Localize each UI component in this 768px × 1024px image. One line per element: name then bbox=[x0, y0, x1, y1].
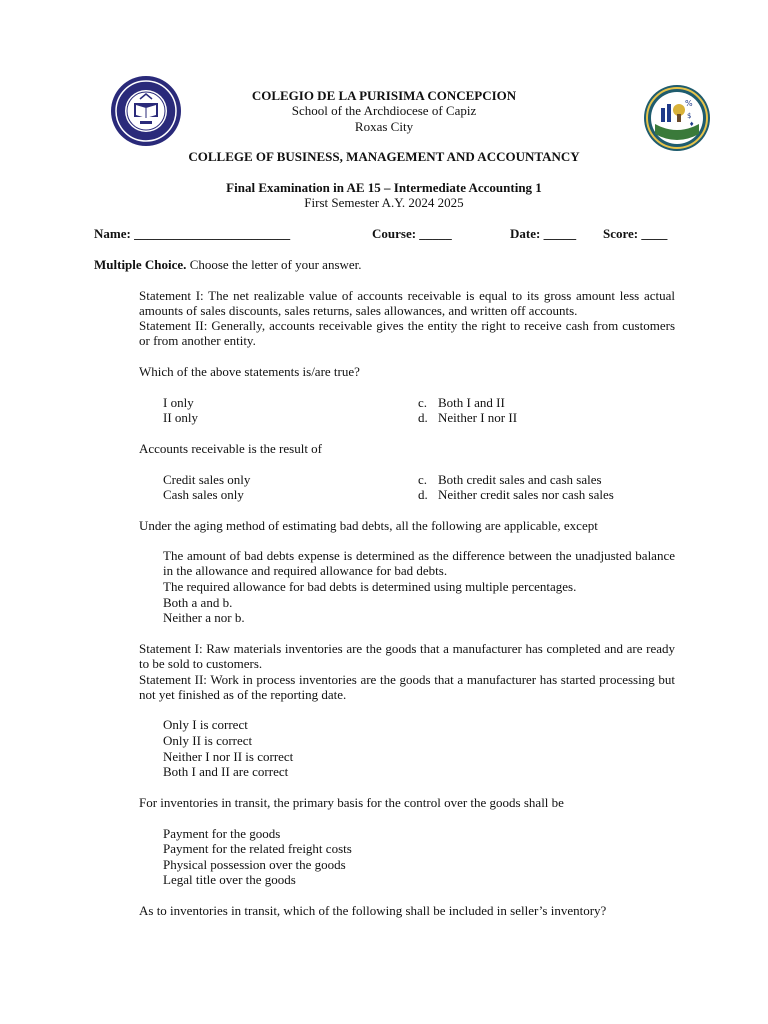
college-name: COLLEGE OF BUSINESS, MANAGEMENT AND ACCOUNTANCY bbox=[188, 149, 580, 164]
date-field[interactable]: Date: _____ bbox=[510, 226, 577, 241]
name-field[interactable]: Name: ________________________ bbox=[94, 226, 291, 241]
school-name: COLEGIO DE LA PURISIMA CONCEPCION bbox=[251, 88, 517, 103]
q3-option-b[interactable]: The required allowance for bad debts is determined using multiple percentages. bbox=[163, 579, 577, 594]
instructions-label: Multiple Choice. bbox=[94, 257, 187, 272]
q5-option-d[interactable]: Legal title over the goods bbox=[163, 872, 296, 887]
q1-question: Which of the above statements is/are true? bbox=[139, 364, 360, 379]
q2-option-c[interactable]: Both credit sales and cash sales bbox=[438, 472, 602, 487]
q4-option-c[interactable]: Neither I nor II is correct bbox=[163, 749, 294, 764]
score-field[interactable]: Score: ____ bbox=[603, 226, 668, 241]
school-city: Roxas City bbox=[354, 118, 414, 134]
instructions-text: Choose the letter of your answer. bbox=[186, 257, 362, 272]
q3-option-d[interactable]: Neither a nor b. bbox=[163, 610, 245, 625]
q1-option-c[interactable]: Both I and II bbox=[438, 395, 505, 410]
exam-title: Final Examination in AE 15 – Intermediate Accounting 1 bbox=[226, 180, 542, 195]
q5-option-c[interactable]: Physical possession over the goods bbox=[163, 857, 346, 872]
q4-statement-1: Statement I: Raw materials inventories are the goods that a manufacturer has completed and are ready to be sold to customers. bbox=[139, 641, 675, 672]
q2-option-b[interactable]: Cash sales only bbox=[163, 487, 244, 502]
q1-option-c-letter: c. bbox=[418, 395, 428, 410]
q5-option-b[interactable]: Payment for the related freight costs bbox=[163, 841, 352, 856]
instructions bbox=[94, 257, 362, 272]
q3-option-c[interactable]: Both a and b. bbox=[163, 595, 233, 610]
q4-option-d[interactable]: Both I and II are correct bbox=[163, 764, 289, 779]
q1-option-d[interactable]: Neither I nor II bbox=[438, 410, 518, 425]
q2-question: Accounts receivable is the result of bbox=[139, 441, 323, 456]
q4-option-b[interactable]: Only II is correct bbox=[163, 733, 253, 748]
svg-text:%: % bbox=[685, 99, 693, 108]
q3-option-a[interactable]: The amount of bad debts expense is determined as the difference between the unadjusted balance in the allowance and required allowance for bad debts. bbox=[163, 548, 675, 579]
school-header bbox=[0, 88, 768, 134]
exam-semester: First Semester A.Y. 2024 2025 bbox=[304, 195, 464, 211]
q6-question: As to inventories in transit, which of the following shall be included in seller’s inventory? bbox=[139, 903, 607, 918]
q1-option-d-letter: d. bbox=[418, 410, 428, 425]
q4-statement-2: Statement II: Work in process inventories are the goods that a manufacturer has started processing but not yet finished as of the reporting date. bbox=[139, 672, 675, 703]
q1-statement-2: Statement II: Generally, accounts receivable gives the entity the right to receive cash from customers or from another entity. bbox=[139, 318, 675, 349]
q1-option-a[interactable]: I only bbox=[163, 395, 194, 410]
q2-option-c-letter: c. bbox=[418, 472, 428, 487]
svg-text:$: $ bbox=[687, 112, 692, 120]
q3-question: Under the aging method of estimating bad debts, all the following are applicable, except bbox=[139, 518, 598, 533]
course-field[interactable]: Course: _____ bbox=[372, 226, 452, 241]
q5-option-a[interactable]: Payment for the goods bbox=[163, 826, 281, 841]
q5-question: For inventories in transit, the primary basis for the control over the goods shall be bbox=[139, 795, 564, 810]
q2-option-d-letter: d. bbox=[418, 487, 428, 502]
q2-option-a[interactable]: Credit sales only bbox=[163, 472, 251, 487]
q1-option-b[interactable]: II only bbox=[163, 410, 199, 425]
q4-option-a[interactable]: Only I is correct bbox=[163, 717, 248, 732]
exam-header bbox=[0, 180, 768, 211]
q2-option-d[interactable]: Neither credit sales nor cash sales bbox=[438, 487, 614, 502]
q1-statement-1: Statement I: The net realizable value of accounts receivable is equal to its gross amount less actual amounts of sales discounts, sales returns, sales allowances, and written off accounts. bbox=[139, 288, 675, 319]
svg-text:♦: ♦ bbox=[689, 121, 695, 128]
school-subtitle: School of the Archdiocese of Capiz bbox=[291, 103, 477, 119]
